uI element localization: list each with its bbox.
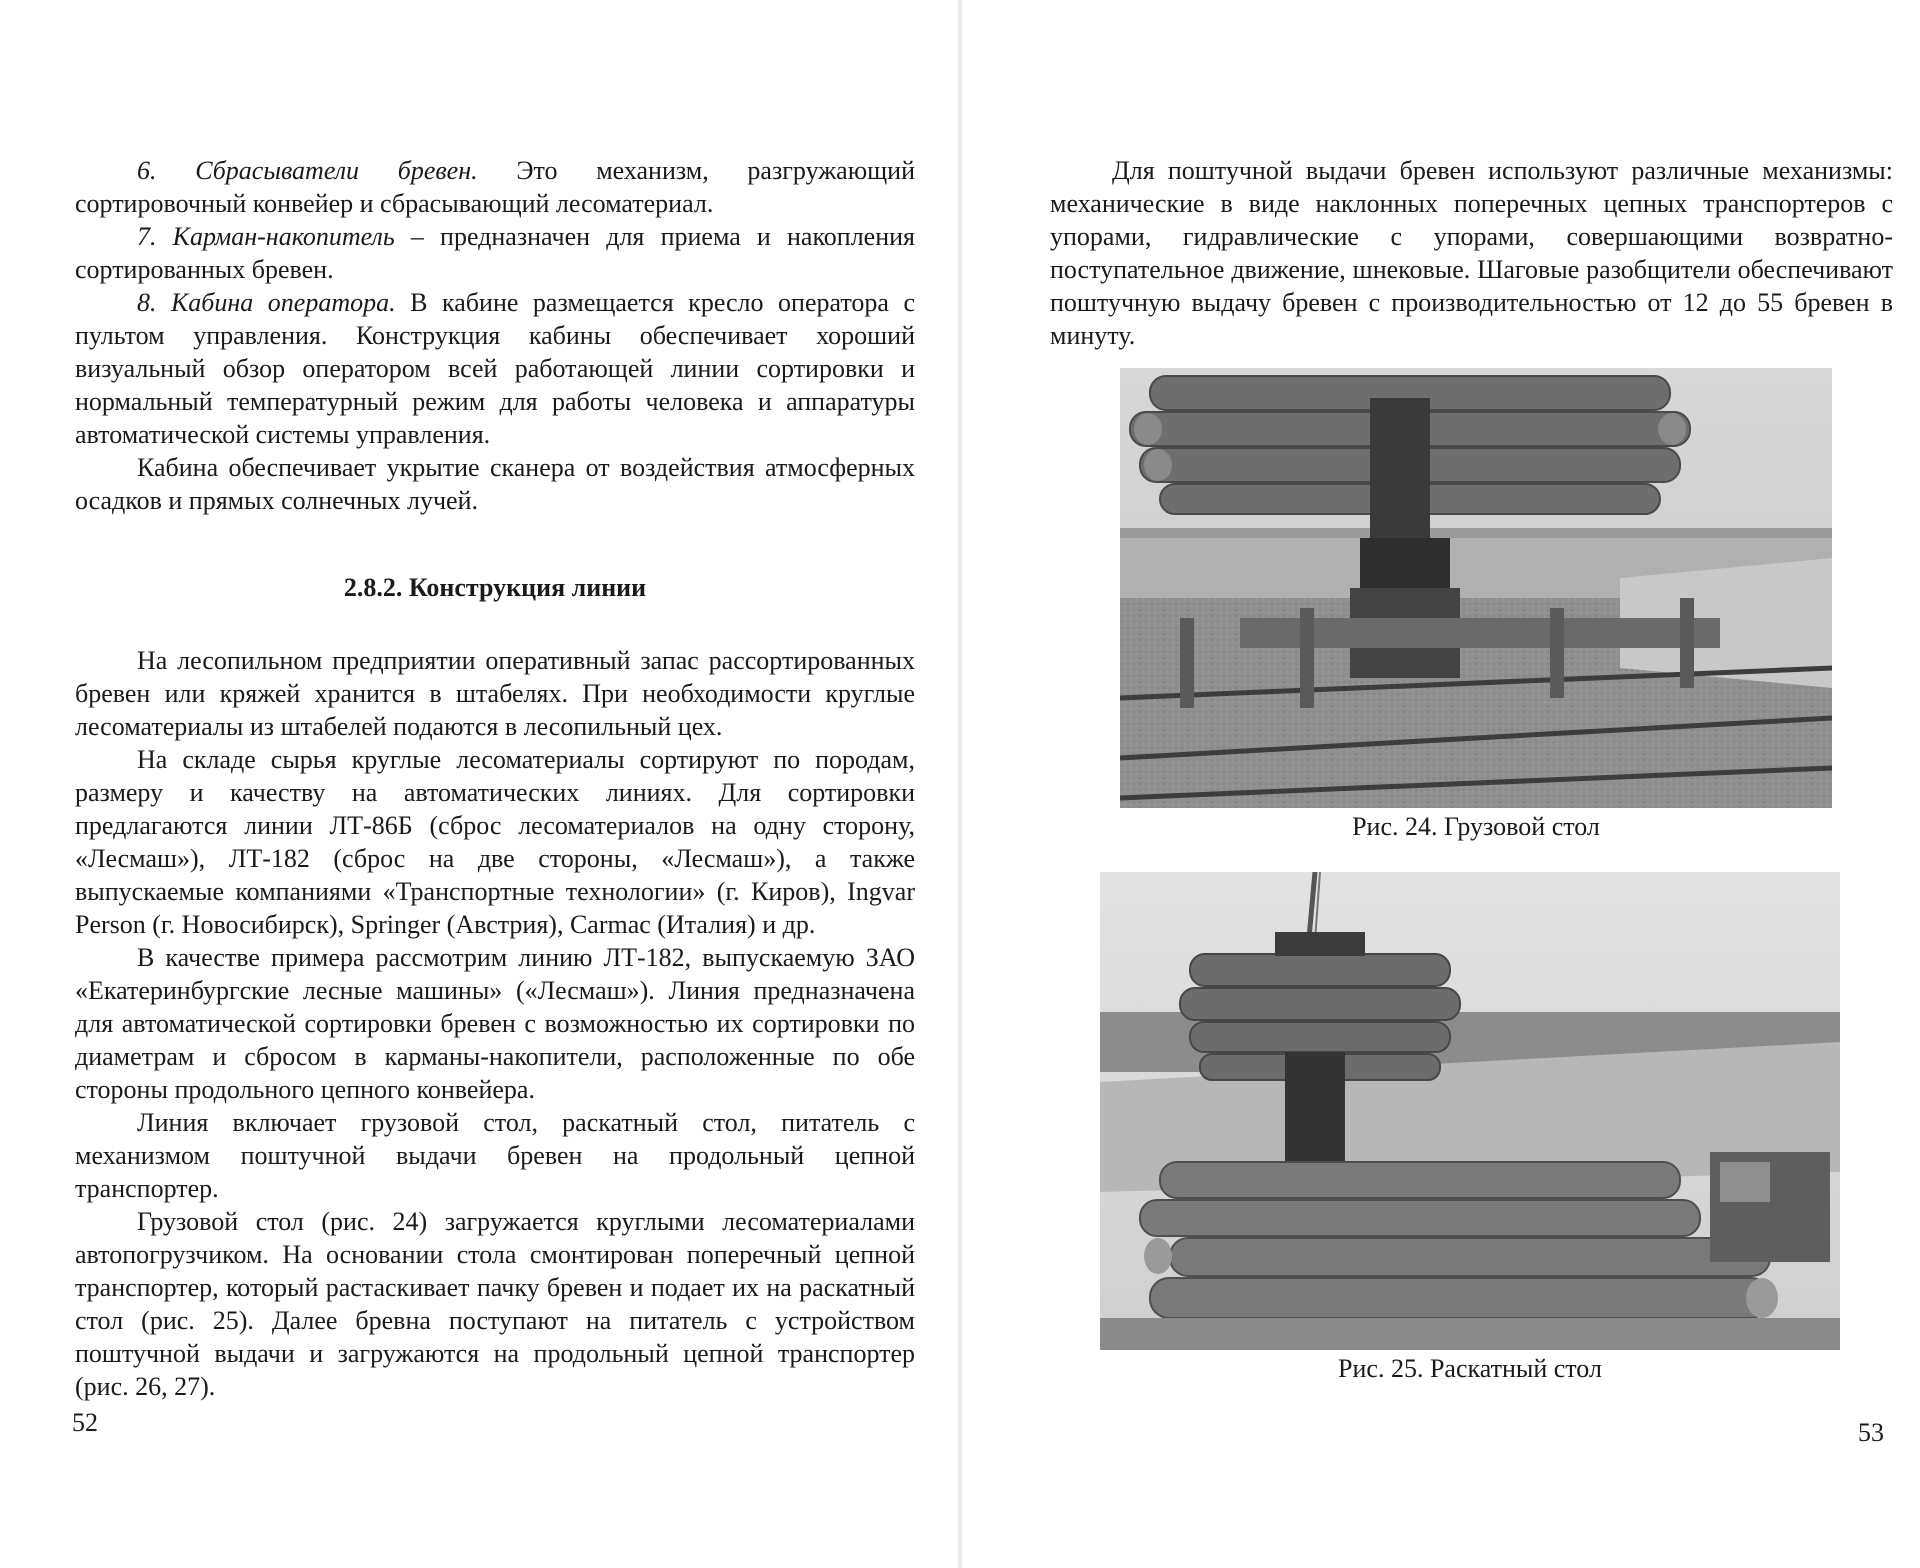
term-ejectors: 6. Сбрасыватели бревен. [137,156,478,185]
paragraph-line-includes: Линия включает грузовой стол, раскатный стол, питатель с механизмом поштучной выдачи бревен на продольный цепной транспортер. [75,1108,915,1203]
paragraph-sorting-lines: На складе сырья круглые лесоматериалы сортируют по породам, размеру и качеству на автоматических линиях. Для сортировки предлагаются линии ЛТ-86Б (сброс лесоматериалов на одну сторону, «Лесмаш»), ЛТ-182 (сброс на две стороны, «Лесмаш»), а также выпускаемые компаниями «Транспортные технологии» (г. Киров), Ingvar Person (г. Новосибирск), Springer (Австрия), Carmac (Италия) и др. [75,745,915,939]
paragraph-sorting-ejectors [75,154,915,220]
paragraph-operational-stock: На лесопильном предприятии оперативный запас рассортированных бревен или кряжей хранится в штабелях. При необходимости круглые лесоматериалы из штабелей подаются в лесопильный цех. [75,646,915,741]
photo-roll-table [1100,872,1840,1350]
figure-load-table-photo [1120,368,1832,808]
page-number-left: 52 [72,1408,98,1437]
left-page-text [75,154,915,1403]
page-number-right: 53 [1858,1418,1884,1447]
paragraph-operator-cabin [75,286,915,451]
paragraph-piece-feed: Для поштучной выдачи бревен используют различные механизмы: механические в виде наклонных поперечных цепных транспортеров с упорами, гидравлические с упорами, совершающими возвратно-поступательное движение, шнековые. Шаговые разобщители обеспечивают поштучную выдачу бревен с производительностью от 12 до 55 бревен в минуту. [1050,156,1893,350]
figure-24-caption: Рис. 24. Грузовой стол [1352,812,1600,841]
section-heading: 2.8.2. Конструкция линии [343,573,647,602]
right-page-text [1050,154,1893,352]
paragraph-cabin-scanner: Кабина обеспечивает укрытие сканера от воздействия атмосферных осадков и прямых солнечных лучей. [75,453,915,515]
paragraph-load-table: Грузовой стол (рис. 24) загружается круглыми лесоматериалами автопогрузчиком. На основании стола смонтирован поперечный цепной транспортер, который растаскивает пачку бревен и подает их на раскатный стол (рис. 25). Далее бревна поступают на питатель с устройством поштучной выдачи и загружаются на продольный цепной транспортер (рис. 26, 27). [75,1207,915,1401]
term-cabin: 8. Кабина оператора. [137,288,396,317]
paragraph-storage-pocket [75,220,915,286]
paragraph-text: В кабине размещается кресло оператора с пультом управления. Конструкция кабины обеспечивает хороший визуальный обзор оператором всей работающей линии сортировки и нормальный температурный режим для работы человека и аппаратуры автоматической системы управления. [75,288,915,449]
paragraph-lt182-example: В качестве примера рассмотрим линию ЛТ-182, выпускаемую ЗАО «Екатеринбургские лесные машины» («Лесмаш»). Линия предназначена для автоматической сортировки бревен с возможностью их сортировки по диаметрам и сбросом в карманы-накопители, расположенные по обе стороны продольного цепного конвейера. [75,943,915,1104]
figure-25-caption: Рис. 25. Раскатный стол [1338,1354,1602,1383]
photo-load-table [1120,368,1832,808]
term-pocket: 7. Карман-накопитель [137,222,395,251]
paragraph-text: – предназначен для приема и накопления сортированных бревен. [75,222,915,284]
paragraph-text: Это механизм, разгружающий сортировочный конвейер и сбрасывающий лесоматериал. [75,156,915,218]
figure-roll-table-photo [1100,872,1840,1350]
